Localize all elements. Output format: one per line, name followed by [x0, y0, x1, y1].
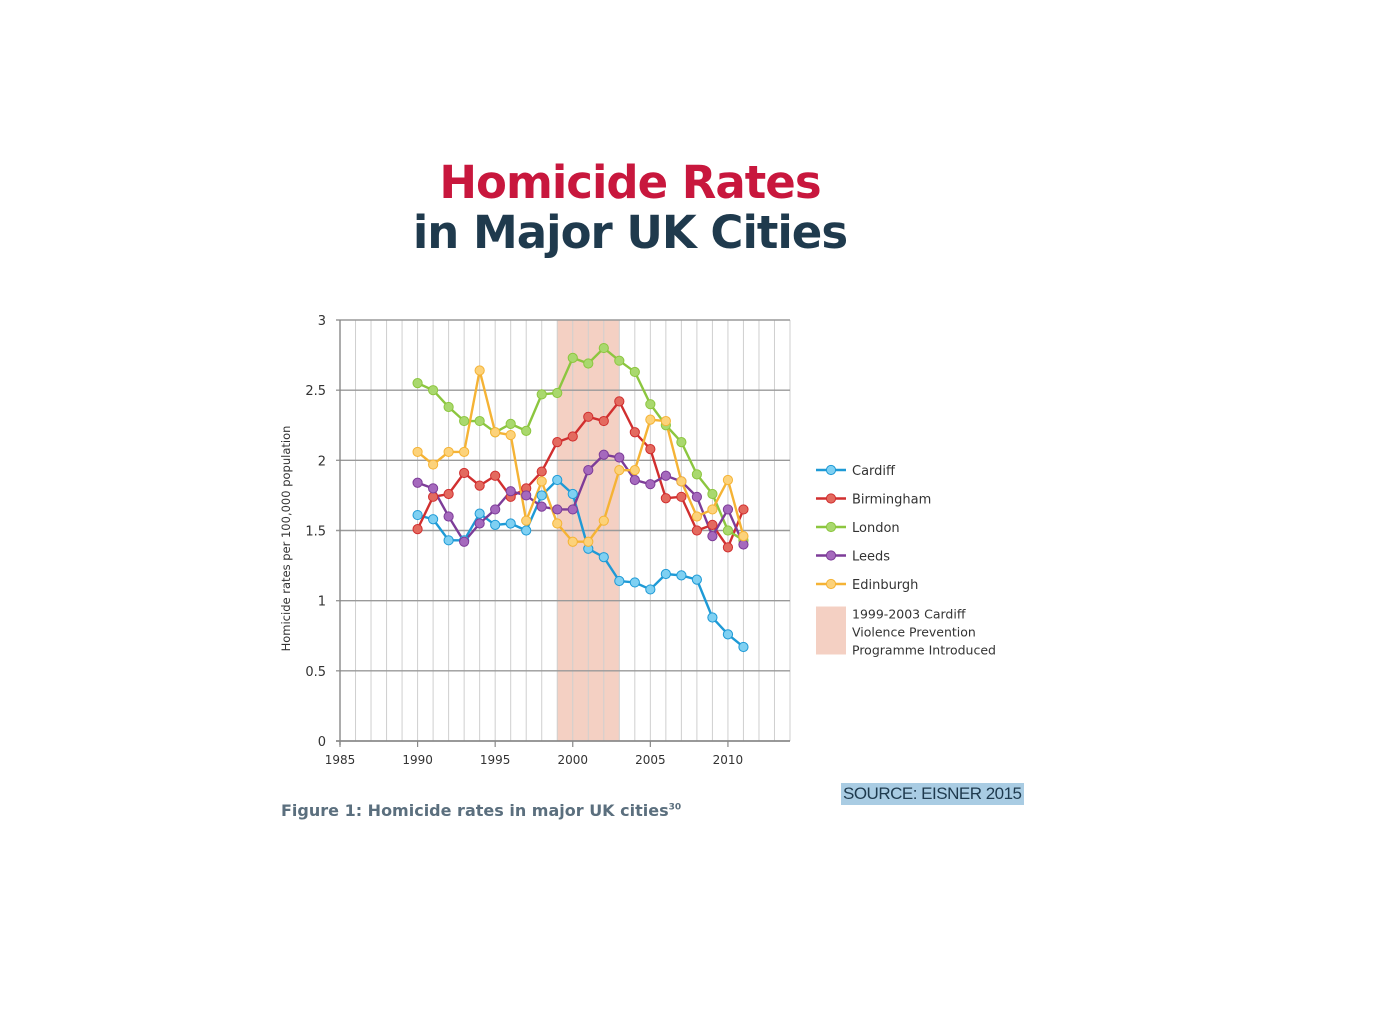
data-point-edinburgh [739, 532, 748, 541]
data-point-cardiff [429, 515, 438, 524]
data-point-leeds [429, 484, 438, 493]
data-point-edinburgh [584, 537, 593, 546]
y-tick-label: 1 [317, 594, 326, 610]
data-point-leeds [491, 505, 500, 514]
data-point-birmingham [708, 520, 717, 529]
data-point-leeds [413, 478, 422, 487]
data-point-edinburgh [475, 366, 484, 375]
data-point-london [444, 402, 453, 411]
data-point-birmingham [491, 471, 500, 480]
data-point-birmingham [723, 543, 732, 552]
data-point-london [460, 416, 469, 425]
data-point-birmingham [630, 428, 639, 437]
legend-marker-edinburgh [826, 579, 835, 588]
data-point-birmingham [739, 505, 748, 514]
y-tick-label: 2.5 [305, 384, 326, 400]
data-point-leeds [475, 519, 484, 528]
title-line-1: Homicide Rates [439, 156, 821, 209]
data-point-edinburgh [491, 428, 500, 437]
legend-shaded-swatch [816, 607, 846, 655]
data-point-leeds [708, 532, 717, 541]
y-tick-label: 0 [317, 735, 326, 750]
data-point-edinburgh [599, 516, 608, 525]
data-point-leeds [723, 505, 732, 514]
data-point-edinburgh [522, 516, 531, 525]
data-point-london [475, 416, 484, 425]
data-point-london [708, 489, 717, 498]
data-point-birmingham [584, 412, 593, 421]
data-point-edinburgh [630, 466, 639, 475]
x-tick-label: 2000 [557, 753, 589, 767]
data-point-birmingham [615, 397, 624, 406]
data-point-birmingham [475, 481, 484, 490]
data-point-cardiff [444, 536, 453, 545]
x-tick-label: 1985 [324, 753, 356, 767]
data-point-leeds [599, 450, 608, 459]
data-point-cardiff [646, 585, 655, 594]
y-tick-label: 1.5 [305, 524, 326, 540]
data-point-edinburgh [568, 537, 577, 546]
legend-marker-leeds [826, 551, 835, 560]
data-point-cardiff [708, 613, 717, 622]
data-point-edinburgh [646, 415, 655, 424]
data-point-birmingham [677, 492, 686, 501]
legend-marker-london [826, 522, 835, 531]
data-point-birmingham [460, 468, 469, 477]
x-tick-label: 2005 [635, 753, 666, 767]
legend-marker-birmingham [826, 494, 835, 503]
figure-caption-reference: 30 [668, 802, 682, 813]
data-point-leeds [584, 466, 593, 475]
data-point-london [630, 367, 639, 376]
legend-label-london: London [852, 521, 900, 536]
data-point-leeds [460, 537, 469, 546]
data-point-edinburgh [708, 505, 717, 514]
data-point-cardiff [568, 489, 577, 498]
data-point-birmingham [646, 445, 655, 454]
source-label: SOURCE: EISNER 2015 [843, 784, 1022, 803]
data-point-leeds [553, 505, 562, 514]
data-point-birmingham [661, 494, 670, 503]
data-point-leeds [522, 491, 531, 500]
data-point-leeds [646, 480, 655, 489]
data-point-leeds [692, 492, 701, 501]
data-point-cardiff [692, 575, 701, 584]
data-point-leeds [630, 475, 639, 484]
data-point-london [692, 470, 701, 479]
data-point-london [599, 343, 608, 352]
data-point-london [615, 356, 624, 365]
data-point-cardiff [506, 519, 515, 528]
legend-label-leeds: Leeds [852, 549, 891, 565]
data-point-leeds [739, 540, 748, 549]
data-point-london [522, 426, 531, 435]
data-point-cardiff [537, 491, 546, 500]
data-point-birmingham [692, 526, 701, 535]
data-point-birmingham [537, 467, 546, 476]
legend-marker-cardiff [826, 465, 835, 474]
data-point-cardiff [413, 510, 422, 519]
data-point-cardiff [522, 526, 531, 535]
data-point-edinburgh [723, 475, 732, 484]
data-point-london [568, 353, 577, 362]
data-point-birmingham [444, 489, 453, 498]
data-point-leeds [444, 512, 453, 521]
data-point-edinburgh [615, 466, 624, 475]
data-point-edinburgh [537, 477, 546, 486]
data-point-edinburgh [460, 447, 469, 456]
figure-caption-text: Figure 1: Homicide rates in major UK cities [281, 801, 669, 820]
homicide-line-chart [270, 300, 1010, 780]
x-tick-label: 1995 [479, 753, 511, 767]
legend-label-birmingham: Birmingham [852, 492, 932, 508]
data-point-london [677, 437, 686, 446]
data-point-london [413, 379, 422, 388]
data-point-cardiff [615, 576, 624, 585]
data-point-cardiff [661, 569, 670, 578]
data-point-cardiff [475, 509, 484, 518]
legend-label-cardiff: Cardiff [852, 464, 895, 479]
data-point-edinburgh [661, 416, 670, 425]
data-point-edinburgh [413, 447, 422, 456]
y-axis-label: Homicide rates per 100,000 population [279, 425, 293, 652]
legend-shaded-label: Programme Introduced [852, 642, 996, 658]
data-point-london [506, 419, 515, 428]
data-point-london [584, 359, 593, 368]
legend-shaded-label: Violence Prevention [852, 624, 976, 640]
data-point-leeds [615, 453, 624, 462]
data-point-cardiff [739, 642, 748, 651]
y-tick-label: 2 [317, 454, 326, 470]
data-point-cardiff [677, 571, 686, 580]
data-point-birmingham [568, 432, 577, 441]
data-point-leeds [568, 505, 577, 514]
data-point-birmingham [599, 416, 608, 425]
title-line-2: in Major UK Cities [412, 206, 848, 260]
data-point-leeds [661, 471, 670, 480]
data-point-birmingham [553, 437, 562, 446]
data-point-london [429, 386, 438, 395]
data-point-cardiff [630, 578, 639, 587]
data-point-edinburgh [444, 447, 453, 456]
page-title [380, 158, 880, 259]
legend-label-edinburgh: Edinburgh [852, 578, 919, 593]
y-tick-label: 3 [317, 314, 326, 329]
x-tick-label: 1990 [402, 753, 433, 767]
data-point-cardiff [491, 520, 500, 529]
data-point-london [723, 526, 732, 535]
data-point-edinburgh [553, 519, 562, 528]
x-tick-label: 2010 [712, 753, 744, 767]
data-point-edinburgh [677, 477, 686, 486]
data-point-cardiff [553, 475, 562, 484]
data-point-london [646, 400, 655, 409]
data-point-leeds [537, 502, 546, 511]
data-point-birmingham [429, 492, 438, 501]
data-point-cardiff [723, 630, 732, 639]
data-point-leeds [506, 487, 515, 496]
data-point-edinburgh [506, 430, 515, 439]
data-point-edinburgh [429, 460, 438, 469]
data-point-london [553, 388, 562, 397]
data-point-london [537, 390, 546, 399]
legend-shaded-label: 1999-2003 Cardiff [852, 606, 966, 622]
data-point-birmingham [413, 524, 422, 533]
data-point-cardiff [599, 553, 608, 562]
figure-caption [281, 801, 681, 820]
data-point-edinburgh [692, 512, 701, 521]
y-tick-label: 0.5 [305, 664, 326, 680]
